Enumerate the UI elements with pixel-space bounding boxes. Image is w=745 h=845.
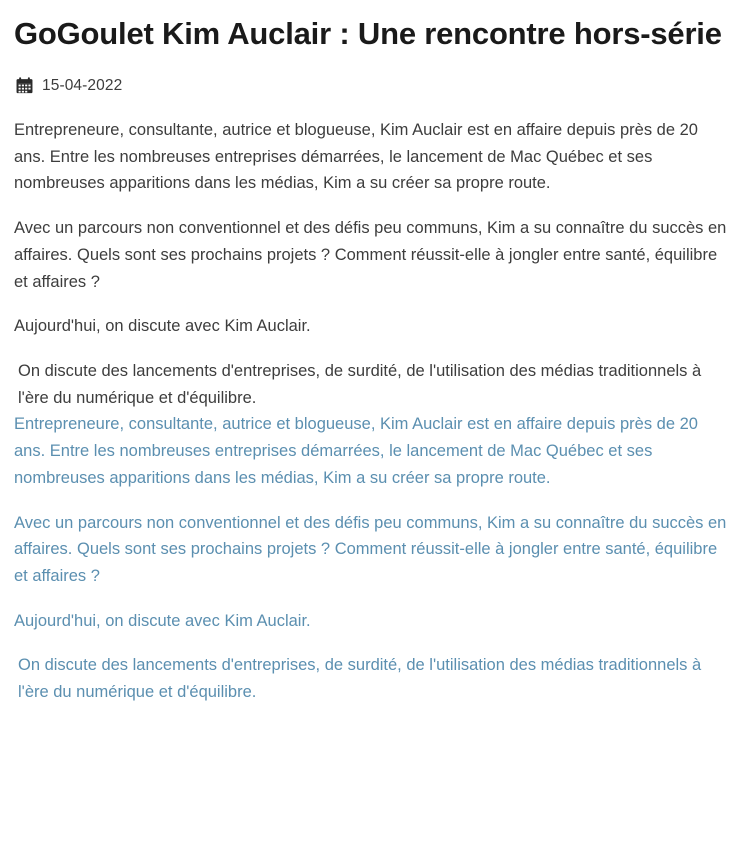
article-body-primary xyxy=(14,117,731,411)
paragraph: Avec un parcours non conventionnel et des défis peu communs, Kim a su connaître du succès en affaires. Quels sont ses prochains projets ? Comment réussit-elle à jongler entre santé, équilibre et affaires ? xyxy=(14,219,727,291)
article-body-secondary xyxy=(14,411,731,705)
page-title: GoGoulet Kim Auclair : Une rencontre hors-série xyxy=(14,16,722,51)
paragraph: Aujourd'hui, on discute avec Kim Auclair. xyxy=(14,317,311,336)
paragraph: Entrepreneure, consultante, autrice et blogueuse, Kim Auclair est en affaire depuis près de 20 ans. Entre les nombreuses entreprises démarrées, le lancement de Mac Québec et ses nombreuses apparitions dans les médias, Kim a su créer sa propre route. xyxy=(14,120,698,193)
paragraph: On discute des lancements d'entreprises, de surdité, de l'utilisation des médias traditionnels à l'ère du numérique et d'équilibre. xyxy=(18,361,702,407)
article-meta xyxy=(16,77,731,95)
paragraph: On discute des lancements d'entreprises, de surdité, de l'utilisation des médias traditionnels à l'ère du numérique et d'équilibre. xyxy=(18,656,702,702)
paragraph: Avec un parcours non conventionnel et des défis peu communs, Kim a su connaître du succès en affaires. Quels sont ses prochains projets ? Comment réussit-elle à jongler entre santé, équilibre et affaires ? xyxy=(14,513,727,585)
paragraph: Entrepreneure, consultante, autrice et blogueuse, Kim Auclair est en affaire depuis près de 20 ans. Entre les nombreuses entreprises démarrées, le lancement de Mac Québec et ses nombreuses apparitions dans les médias, Kim a su créer sa propre route. xyxy=(14,415,698,487)
calendar-icon xyxy=(16,77,33,94)
publication-date: 15-04-2022 xyxy=(42,76,123,94)
paragraph: Aujourd'hui, on discute avec Kim Auclair. xyxy=(14,611,311,630)
